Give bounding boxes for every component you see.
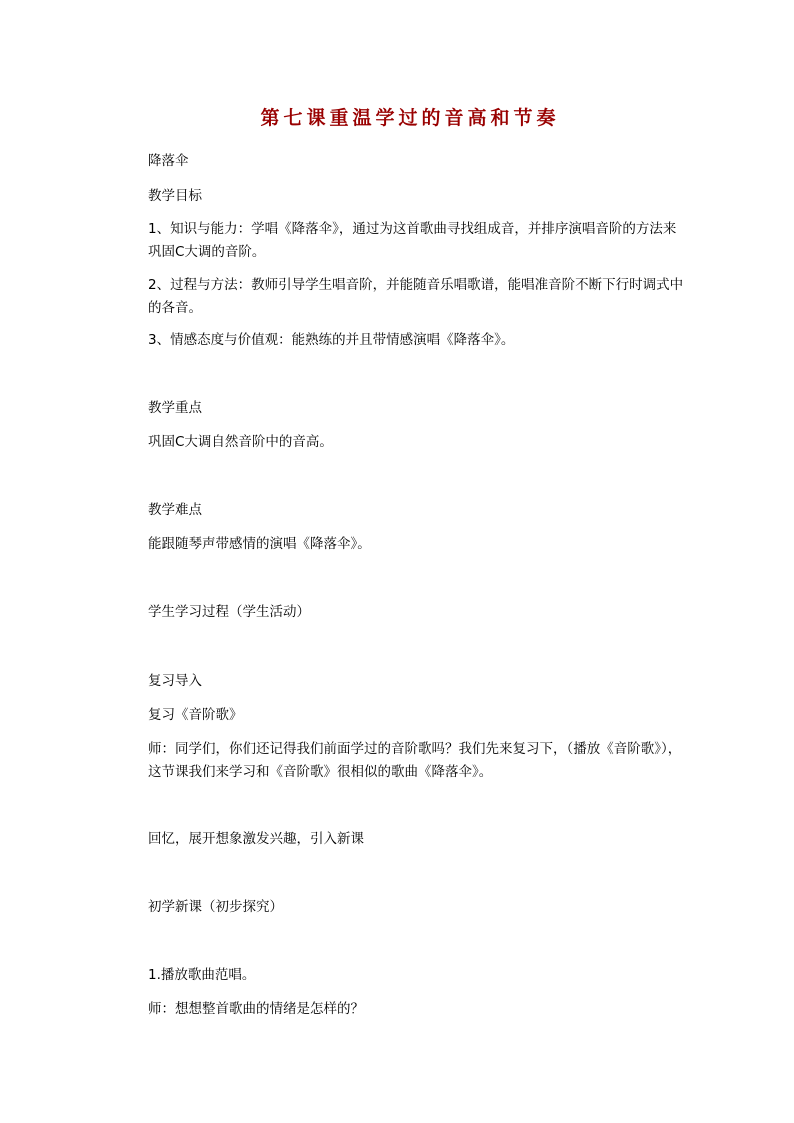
teacher-review-speech: 师：同学们，你们还记得我们前面学过的音阶歌吗？我们先来复习下，（播放《音阶歌》），这节课我们来学习和《音阶歌》很相似的歌曲《降落伞》。 bbox=[148, 741, 682, 780]
heading-teaching-goals: 教学目标 bbox=[148, 188, 202, 204]
page-title: 第七课重温学过的音高和节奏 bbox=[260, 107, 560, 129]
heading-key-points: 教学重点 bbox=[148, 400, 202, 416]
difficulty-text: 能跟随琴声带感情的演唱《降落伞》。 bbox=[148, 536, 371, 552]
step-play-song: 1.播放歌曲范唱。 bbox=[148, 967, 256, 983]
heading-difficulties: 教学难点 bbox=[148, 502, 202, 518]
goal-emotion: 3、情感态度与价值观：能熟练的并且带情感演唱《降落伞》。 bbox=[148, 332, 515, 348]
heading-student-process: 学生学习过程（学生活动） bbox=[148, 604, 310, 620]
goal-process: 2、过程与方法：教师引导学生唱音阶，并能随音乐唱歌谱，能唱准音阶不断下行时调式中的各音。 bbox=[148, 277, 684, 316]
paragraph-song-name: 降落伞 bbox=[148, 153, 189, 169]
goal-knowledge: 1、知识与能力：学唱《降落伞》，通过为这首歌曲寻找组成音，并排序演唱音阶的方法来巩固C大调的音阶。 bbox=[148, 221, 677, 260]
heading-new-lesson: 初学新课（初步探究） bbox=[148, 899, 283, 915]
key-point-text: 巩固C大调自然音阶中的音高。 bbox=[148, 434, 333, 450]
review-song: 复习《音阶歌》 bbox=[148, 707, 243, 723]
heading-review-intro: 复习导入 bbox=[148, 673, 202, 689]
recall-activity: 回忆，展开想象激发兴趣，引入新课 bbox=[148, 831, 364, 847]
teacher-question: 师：想想整首歌曲的情绪是怎样的？ bbox=[148, 1001, 364, 1017]
